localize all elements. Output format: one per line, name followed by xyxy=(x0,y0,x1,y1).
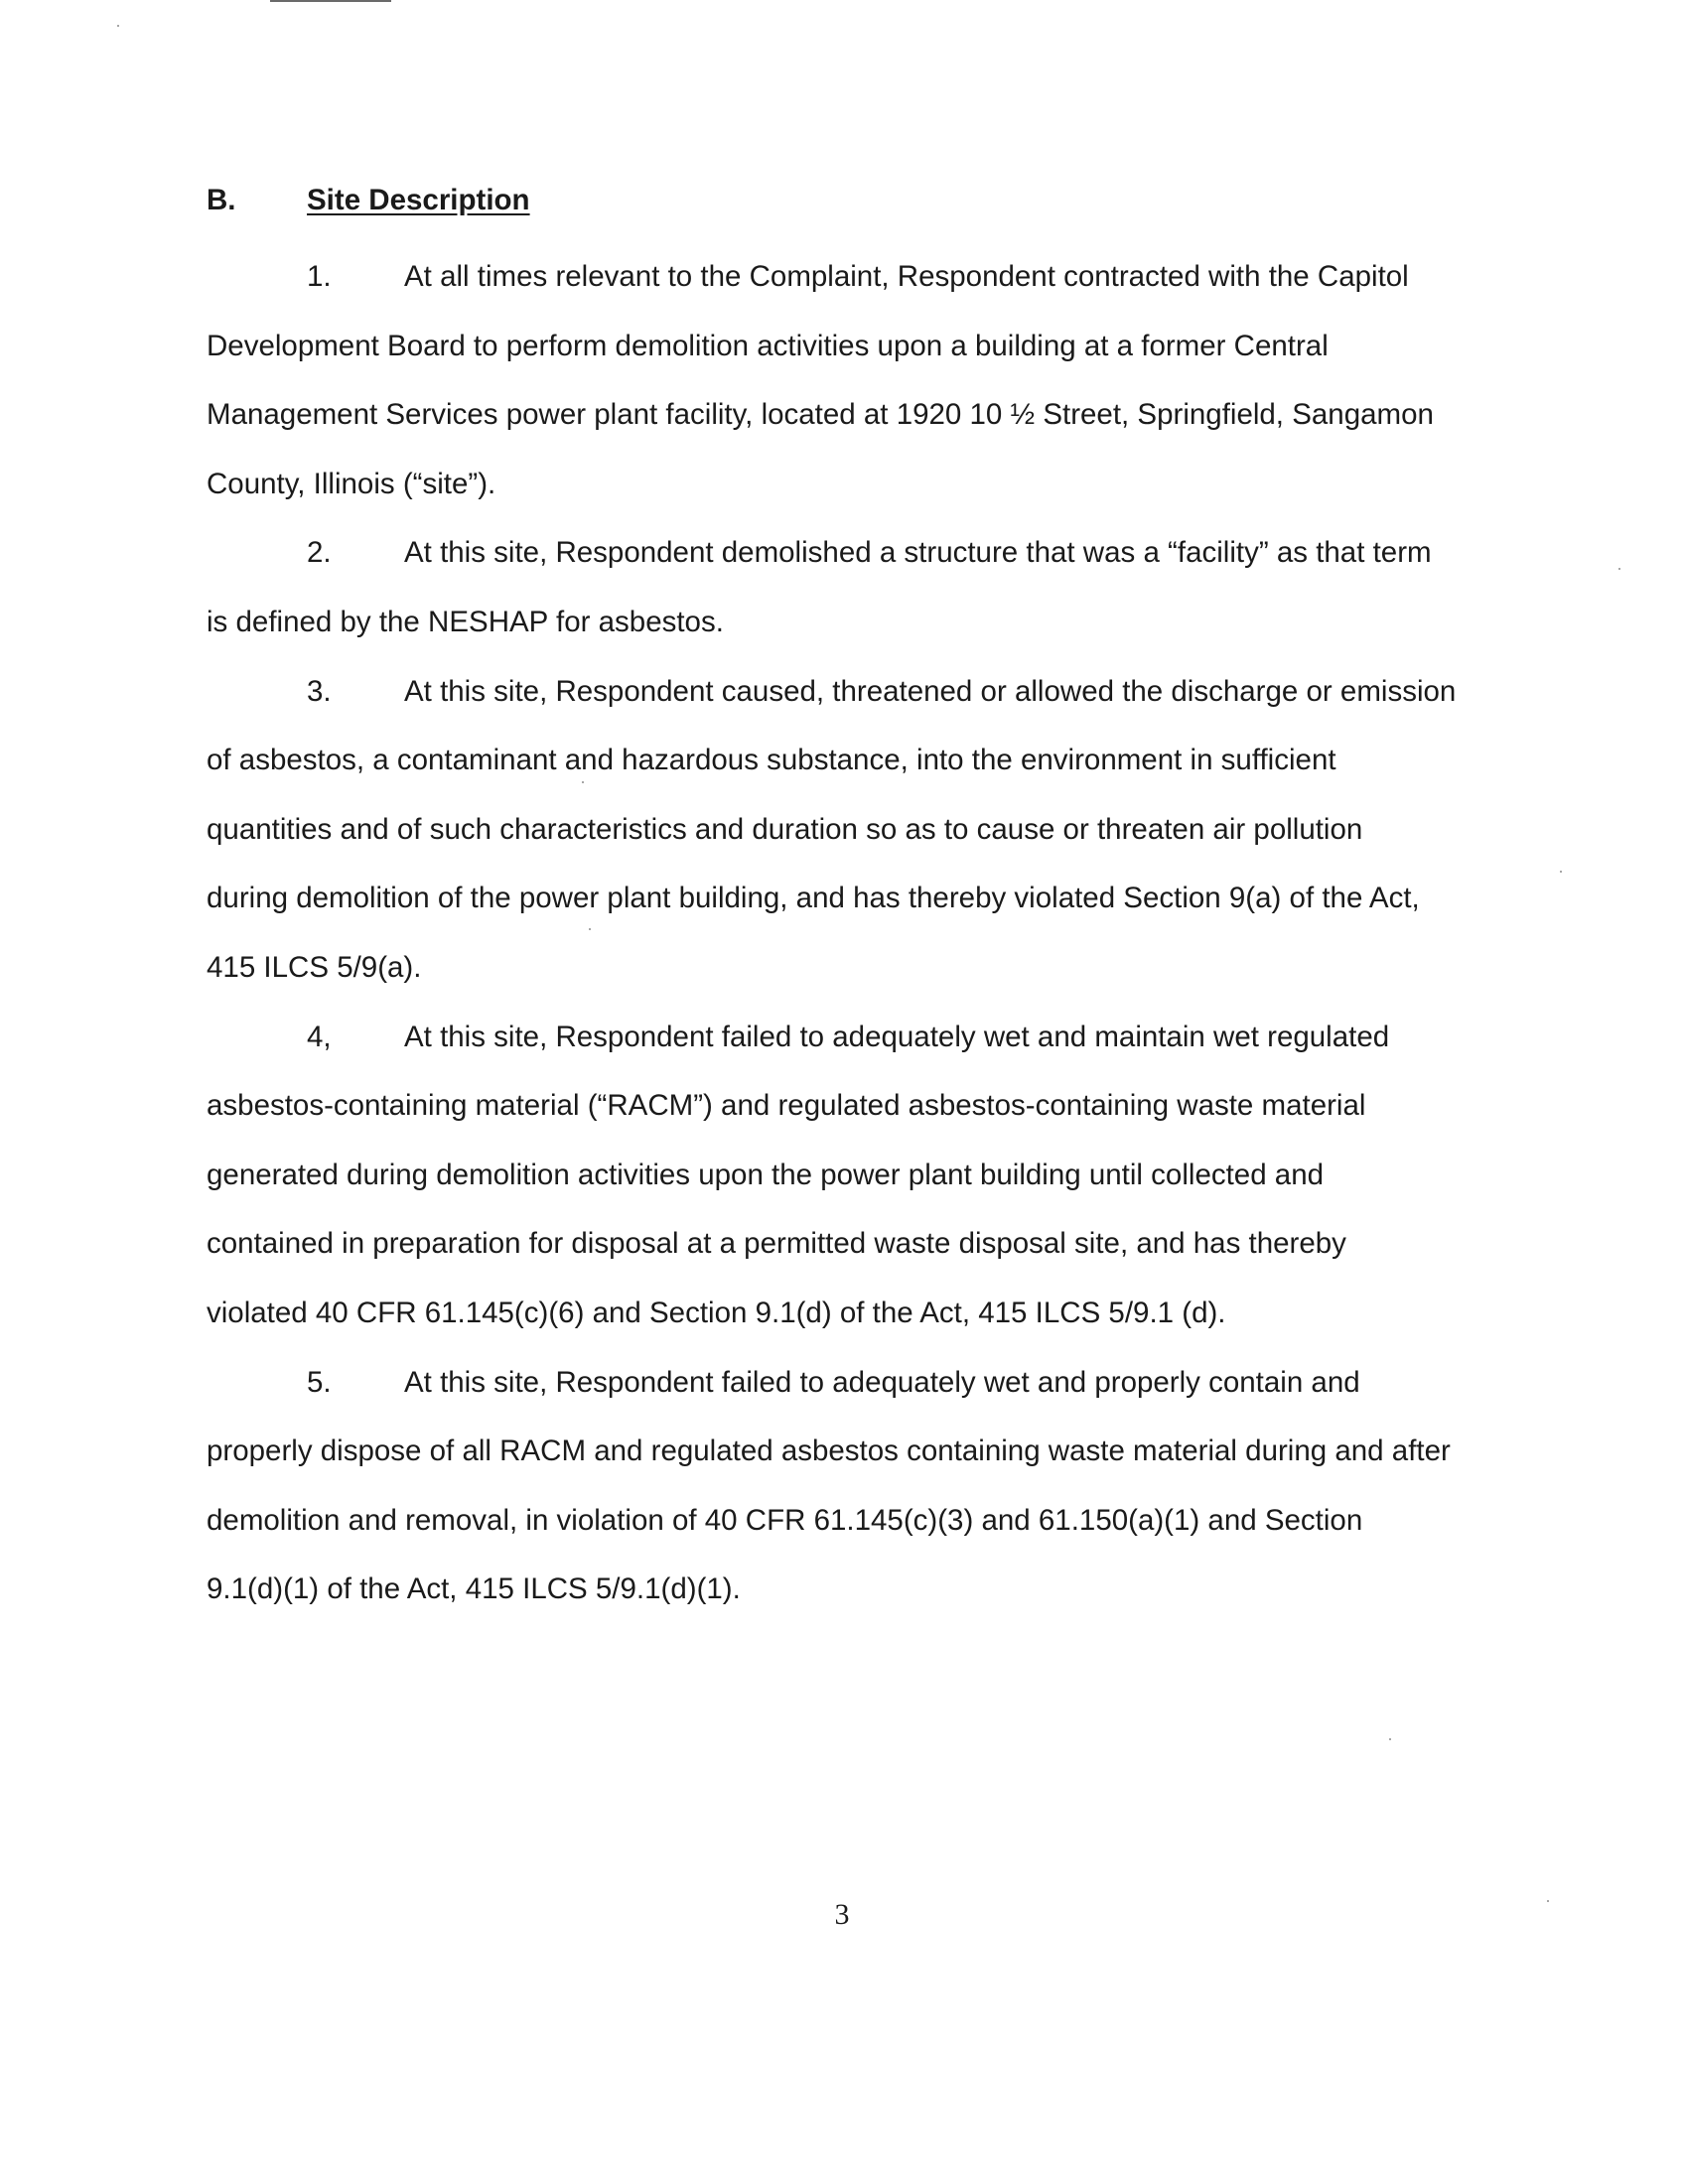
paragraph-line: properly dispose of all RACM and regulated asbestos containing waste material during and after xyxy=(207,1434,1451,1468)
scan-speck xyxy=(117,25,119,27)
section-title: Site Description xyxy=(307,184,530,216)
paragraph-line: asbestos-containing material (“RACM”) and regulated asbestos-containing waste material xyxy=(207,1089,1366,1123)
scan-speck xyxy=(1618,568,1620,570)
paragraph-2 xyxy=(207,518,1487,656)
scan-speck xyxy=(582,781,584,783)
paragraph-number: 1. xyxy=(307,260,332,293)
paragraph-number: 2. xyxy=(307,536,332,570)
paragraph-3 xyxy=(207,657,1487,1003)
paragraph-line: At this site, Respondent failed to adequately wet and maintain wet regulated xyxy=(404,1020,1390,1053)
scan-speck xyxy=(1389,1738,1391,1740)
paragraph-line: of asbestos, a contaminant and hazardous substance, into the environment in sufficient xyxy=(207,744,1336,777)
paragraph-1 xyxy=(207,242,1487,518)
paragraph-line: 415 ILCS 5/9(a). xyxy=(207,950,422,984)
paragraph-line: County, Illinois (“site”). xyxy=(207,467,496,500)
paragraph-number: 5. xyxy=(307,1365,332,1399)
paragraph-line: during demolition of the power plant building, and has thereby violated Section 9(a) of the Act, xyxy=(207,882,1420,915)
paragraph-line: generated during demolition activities upon the power plant building until collected and xyxy=(207,1158,1325,1191)
paragraph-number: 3. xyxy=(307,674,332,708)
paragraph-line: contained in preparation for disposal at a permitted waste disposal site, and has thereby xyxy=(207,1227,1346,1261)
paragraph-line: At this site, Respondent failed to adequately wet and properly contain and xyxy=(404,1365,1360,1399)
scan-top-rule xyxy=(270,0,391,2)
paragraph-line: Management Services power plant facility, located at 1920 10 ½ Street, Springfield, Sangamon xyxy=(207,398,1434,432)
scan-speck xyxy=(1560,871,1562,873)
scan-speck xyxy=(1547,1900,1549,1902)
section-heading xyxy=(207,177,1487,242)
paragraph-line: quantities and of such characteristics and duration so as to cause or threaten air pollution xyxy=(207,812,1363,846)
paragraph-line: demolition and removal, in violation of 40 CFR 61.145(c)(3) and 61.150(a)(1) and Section xyxy=(207,1503,1363,1537)
paragraph-line: Development Board to perform demolition activities upon a building at a former Central xyxy=(207,329,1329,362)
paragraph-number: 4, xyxy=(307,1020,332,1053)
paragraph-line: 9.1(d)(1) of the Act, 415 ILCS 5/9.1(d)(1). xyxy=(207,1572,741,1606)
paragraph-line: At all times relevant to the Complaint, Respondent contracted with the Capitol xyxy=(404,260,1409,293)
paragraph-line: violated 40 CFR 61.145(c)(6) and Section 9.1(d) of the Act, 415 ILCS 5/9.1 (d). xyxy=(207,1296,1226,1329)
paragraph-5 xyxy=(207,1348,1487,1624)
scan-speck xyxy=(589,928,591,930)
page-number: 3 xyxy=(834,1898,850,1931)
document-body xyxy=(207,177,1487,1624)
paragraph-line: At this site, Respondent caused, threatened or allowed the discharge or emission xyxy=(404,674,1457,708)
paragraph-line: At this site, Respondent demolished a structure that was a “facility” as that term xyxy=(404,536,1432,570)
section-letter: B. xyxy=(207,184,236,216)
paragraph-line: is defined by the NESHAP for asbestos. xyxy=(207,605,724,638)
paragraph-4 xyxy=(207,1003,1487,1348)
